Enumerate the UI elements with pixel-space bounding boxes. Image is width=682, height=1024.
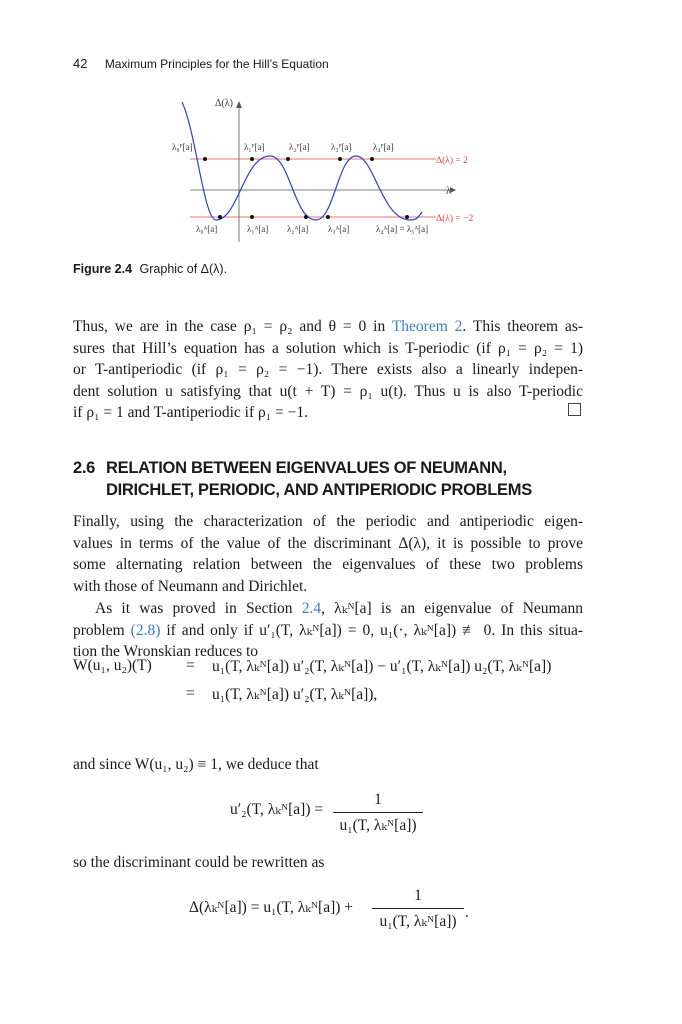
- fraction-denominator: u₁(T, λₖᴺ[a]): [339, 817, 417, 834]
- top-label-4: λ₄ᴾ[a]: [373, 142, 394, 152]
- lower-line-label: Δ(λ) = −2: [436, 214, 474, 224]
- delta-curve: [182, 102, 422, 220]
- text-line: values in terms of the value of the discriminant Δ(λ), it is possible to prove: [73, 534, 583, 552]
- text-span: . This theorem as-: [462, 318, 584, 335]
- text-span: , λₖᴺ[a] is an eigenvalue of Neumann: [321, 600, 583, 617]
- delta-fraction: [372, 887, 464, 931]
- section-heading: [73, 457, 593, 501]
- top-label-0: λ₀ᴾ[a]: [172, 142, 193, 152]
- top-label-2: λ₂ᴾ[a]: [289, 142, 310, 152]
- equals-sign: =: [186, 685, 195, 702]
- x-axis-label: λ: [446, 186, 451, 197]
- periodic-point-3: [338, 157, 342, 161]
- delta-plot: [160, 92, 500, 252]
- antiperiodic-point-1: [250, 215, 254, 219]
- text-line: Finally, using the characterization of the periodic and antiperiodic eigen-: [73, 513, 583, 530]
- page-number: 42: [73, 56, 88, 71]
- periodic-point-1: [250, 157, 254, 161]
- qed-box: [568, 403, 581, 416]
- section-link[interactable]: 2.4: [301, 600, 322, 617]
- antiperiodic-point-2: [304, 215, 308, 219]
- wronskian-rhs-2: u₁(T, λₖᴺ[a]) u′₂(T, λₖᴺ[a]),: [212, 686, 378, 703]
- text-line: [73, 598, 583, 620]
- intro-paragraph: [73, 511, 583, 597]
- figure-delta-graph: [160, 92, 500, 252]
- top-label-3: λ₃ᴾ[a]: [331, 142, 352, 152]
- text-line: tion the Wronskian reduces to: [73, 643, 259, 660]
- antiperiodic-point-0: [218, 215, 222, 219]
- text-line: [73, 620, 583, 642]
- delta-equation-lhs: Δ(λₖᴺ[a]) = u₁(T, λₖᴺ[a]) +: [189, 899, 354, 916]
- equation-link[interactable]: (2.8): [130, 621, 161, 639]
- section-number: 2.6: [73, 459, 96, 477]
- bottom-label-4: λ₄ᴬ[a] = λ₅ᴬ[a]: [376, 224, 429, 234]
- periodic-point-2: [286, 157, 290, 161]
- fraction-numerator: 1: [414, 887, 422, 904]
- figure-caption: [73, 262, 227, 276]
- text-span: As it was proved in Section: [95, 600, 302, 617]
- bottom-label-2: λ₂ᴬ[a]: [287, 224, 309, 234]
- text-span: problem: [73, 621, 131, 639]
- running-title: Maximum Principles for the Hill’s Equation: [104, 57, 329, 71]
- x-axis-arrow: [450, 187, 456, 193]
- theorem-link[interactable]: Theorem 2: [391, 318, 463, 335]
- proof-paragraph: [73, 316, 583, 424]
- y-axis-arrow: [236, 101, 242, 108]
- u2-fraction: [333, 791, 423, 835]
- u2-equation-lhs: u′₂(T, λₖᴺ[a]) =: [230, 801, 324, 818]
- equals-sign: =: [186, 657, 195, 674]
- section-title-line1: RELATION BETWEEN EIGENVALUES OF NEUMANN,: [106, 459, 507, 477]
- neumann-paragraph: [73, 598, 583, 663]
- text-line: sures that Hill’s equation has a solution which is T-periodic (if ρ₁ = ρ₂ = 1): [73, 339, 583, 357]
- wronskian-lhs: W(u₁, u₂)(T): [73, 657, 152, 674]
- figure-label: Figure 2.4: [73, 262, 133, 276]
- bottom-label-1: λ₁ᴬ[a]: [247, 224, 269, 234]
- fraction-bar: [372, 908, 464, 909]
- upper-line-label: Δ(λ) = 2: [436, 156, 468, 166]
- fraction-denominator: u₁(T, λₖᴺ[a]): [379, 913, 457, 930]
- running-head: [73, 56, 329, 71]
- text-line: or T-antiperiodic (if ρ₁ = ρ₂ = −1). There exists also a linearly indepen-: [73, 361, 583, 378]
- text-line: dent solution u satisfying that u(t + T) = ρ₁ u(t). Thus u is also T-periodic: [73, 382, 583, 400]
- text-line: [73, 316, 583, 338]
- text-line: some alternating relation between the eigenvalues of these two problems: [73, 556, 583, 573]
- text-span: Thus, we are in the case ρ₁ = ρ₂ and θ = 0 in: [73, 318, 392, 335]
- text-line: if ρ₁ = 1 and T-antiperiodic if ρ₁ = −1.: [73, 404, 309, 421]
- antiperiodic-point-4: [405, 215, 409, 219]
- deduce-text: and since W(u₁, u₂) ≡ 1, we deduce that: [73, 756, 319, 773]
- equation-end-dot: .: [465, 904, 469, 921]
- top-label-1: λ₁ᴾ[a]: [244, 142, 265, 152]
- fraction-bar: [333, 812, 423, 813]
- text-span: if and only if u′₁(T, λₖᴺ[a]) = 0, u₁(·, λₖᴺ[a]) ≢ 0. In this situa-: [160, 621, 584, 639]
- antiperiodic-point-3: [326, 215, 330, 219]
- fraction-numerator: 1: [374, 791, 382, 808]
- rewrite-text: so the discriminant could be rewritten as: [73, 854, 325, 871]
- y-axis-label: Δ(λ): [215, 98, 233, 109]
- text-line: with those of Neumann and Dirichlet.: [73, 577, 308, 595]
- bottom-label-3: λ₃ᴬ[a]: [328, 224, 350, 234]
- caption-text: Graphic of Δ(λ).: [139, 262, 228, 276]
- wronskian-rhs-1: u₁(T, λₖᴺ[a]) u′₂(T, λₖᴺ[a]) − u′₁(T, λₖᴺ[a]) u₂(T, λₖᴺ[a]): [212, 658, 552, 675]
- bottom-label-0: λ₀ᴬ[a]: [196, 224, 218, 234]
- section-title-line2: DIRICHLET, PERIODIC, AND ANTIPERIODIC PROBLEMS: [106, 481, 532, 499]
- periodic-point-0: [203, 157, 207, 161]
- periodic-point-4: [370, 157, 374, 161]
